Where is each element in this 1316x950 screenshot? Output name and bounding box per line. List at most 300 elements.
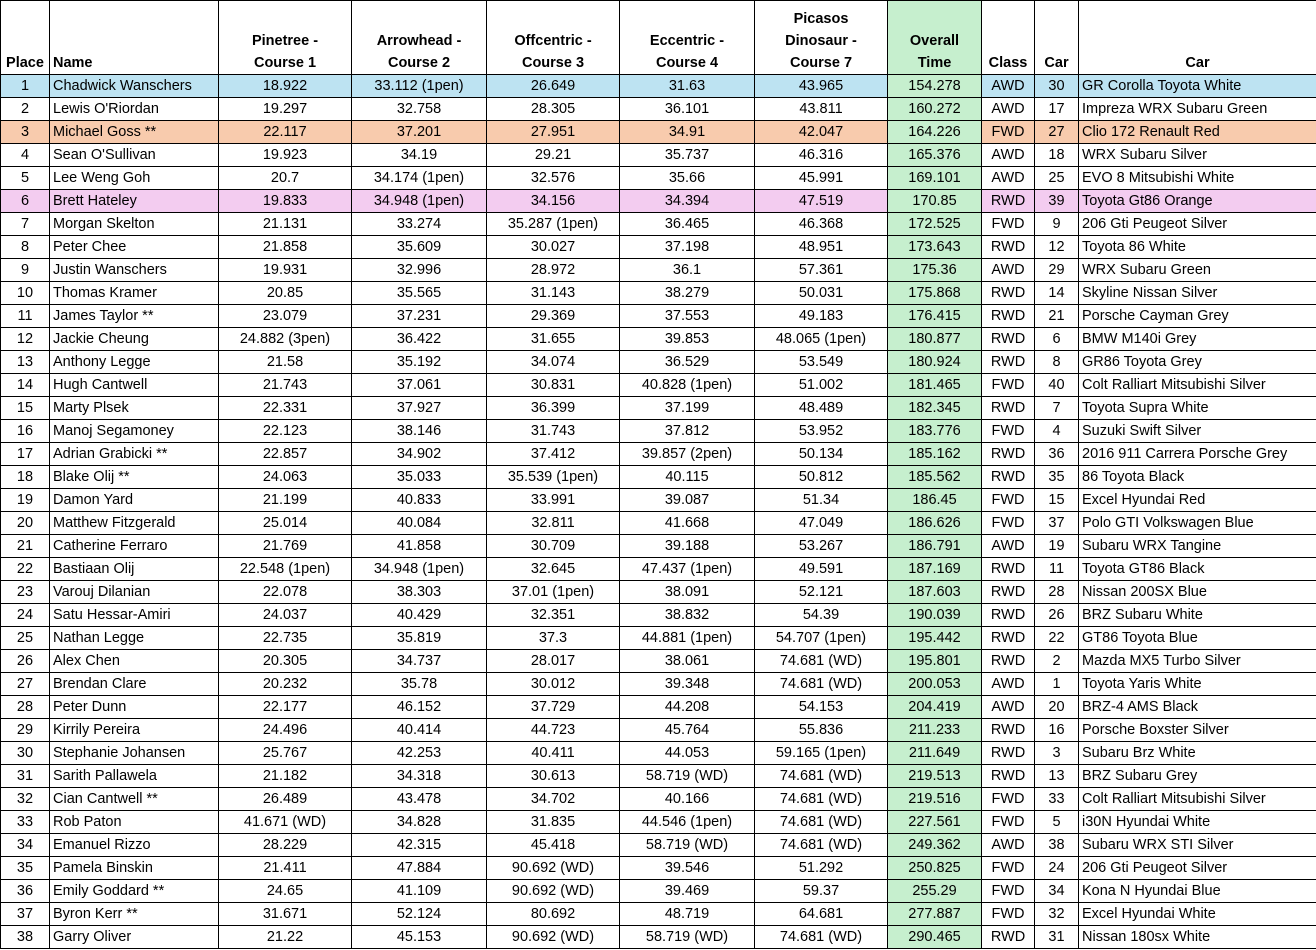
cell-name[interactable]: Blake Olij ** — [50, 466, 219, 489]
cell-overall-time[interactable]: 182.345 — [888, 397, 982, 420]
cell-place[interactable]: 24 — [1, 604, 50, 627]
cell-class[interactable]: RWD — [982, 443, 1035, 466]
cell-course-4[interactable]: 40.828 (1pen) — [620, 374, 755, 397]
cell-course-4[interactable]: 39.087 — [620, 489, 755, 512]
cell-car-number[interactable]: 31 — [1035, 926, 1079, 949]
cell-course-3[interactable]: 35.539 (1pen) — [487, 466, 620, 489]
cell-class[interactable]: RWD — [982, 604, 1035, 627]
cell-car-number[interactable]: 24 — [1035, 857, 1079, 880]
cell-course-1[interactable]: 22.857 — [219, 443, 352, 466]
cell-course-1[interactable]: 21.743 — [219, 374, 352, 397]
cell-overall-time[interactable]: 187.603 — [888, 581, 982, 604]
cell-course-4[interactable]: 39.469 — [620, 880, 755, 903]
cell-course-3[interactable]: 32.645 — [487, 558, 620, 581]
cell-course-2[interactable]: 35.819 — [352, 627, 487, 650]
table-row[interactable] — [1, 903, 1316, 926]
cell-overall-time[interactable]: 250.825 — [888, 857, 982, 880]
cell-course-2[interactable]: 41.109 — [352, 880, 487, 903]
cell-place[interactable]: 18 — [1, 466, 50, 489]
cell-place[interactable]: 2 — [1, 98, 50, 121]
cell-course-4[interactable]: 39.348 — [620, 673, 755, 696]
table-row[interactable] — [1, 121, 1316, 144]
cell-car[interactable]: 2016 911 Carrera Porsche Grey — [1079, 443, 1316, 466]
cell-place[interactable]: 15 — [1, 397, 50, 420]
cell-course-3[interactable]: 90.692 (WD) — [487, 857, 620, 880]
cell-car-number[interactable]: 2 — [1035, 650, 1079, 673]
cell-class[interactable]: RWD — [982, 397, 1035, 420]
cell-car-number[interactable]: 15 — [1035, 489, 1079, 512]
cell-course-1[interactable]: 24.037 — [219, 604, 352, 627]
cell-car-number[interactable]: 14 — [1035, 282, 1079, 305]
cell-course-2[interactable]: 35.78 — [352, 673, 487, 696]
cell-place[interactable]: 23 — [1, 581, 50, 604]
cell-course-1[interactable]: 21.58 — [219, 351, 352, 374]
cell-course-3[interactable]: 40.411 — [487, 742, 620, 765]
table-row[interactable] — [1, 443, 1316, 466]
table-row[interactable] — [1, 926, 1316, 949]
cell-course-3[interactable]: 28.972 — [487, 259, 620, 282]
cell-car-number[interactable]: 33 — [1035, 788, 1079, 811]
cell-course-2[interactable]: 37.231 — [352, 305, 487, 328]
cell-course-7[interactable]: 48.951 — [755, 236, 888, 259]
cell-course-1[interactable]: 21.199 — [219, 489, 352, 512]
cell-course-2[interactable]: 52.124 — [352, 903, 487, 926]
cell-course-7[interactable]: 47.049 — [755, 512, 888, 535]
cell-course-1[interactable]: 41.671 (WD) — [219, 811, 352, 834]
cell-course-7[interactable]: 55.836 — [755, 719, 888, 742]
cell-class[interactable]: AWD — [982, 98, 1035, 121]
cell-course-7[interactable]: 74.681 (WD) — [755, 811, 888, 834]
cell-name[interactable]: Jackie Cheung — [50, 328, 219, 351]
cell-course-7[interactable]: 42.047 — [755, 121, 888, 144]
cell-place[interactable]: 27 — [1, 673, 50, 696]
table-row[interactable] — [1, 98, 1316, 121]
cell-overall-time[interactable]: 195.801 — [888, 650, 982, 673]
cell-course-3[interactable]: 34.074 — [487, 351, 620, 374]
cell-course-1[interactable]: 24.65 — [219, 880, 352, 903]
cell-car-number[interactable]: 38 — [1035, 834, 1079, 857]
cell-overall-time[interactable]: 175.868 — [888, 282, 982, 305]
cell-overall-time[interactable]: 180.877 — [888, 328, 982, 351]
cell-course-2[interactable]: 38.303 — [352, 581, 487, 604]
cell-course-7[interactable]: 46.368 — [755, 213, 888, 236]
cell-course-2[interactable]: 35.192 — [352, 351, 487, 374]
cell-course-1[interactable]: 21.22 — [219, 926, 352, 949]
cell-car-number[interactable]: 5 — [1035, 811, 1079, 834]
cell-place[interactable]: 20 — [1, 512, 50, 535]
header-name[interactable]: Name — [50, 1, 219, 75]
cell-course-4[interactable]: 44.881 (1pen) — [620, 627, 755, 650]
cell-name[interactable]: Sarith Pallawela — [50, 765, 219, 788]
cell-course-4[interactable]: 48.719 — [620, 903, 755, 926]
cell-course-4[interactable]: 38.061 — [620, 650, 755, 673]
cell-overall-time[interactable]: 181.465 — [888, 374, 982, 397]
cell-course-2[interactable]: 37.061 — [352, 374, 487, 397]
cell-overall-time[interactable]: 211.233 — [888, 719, 982, 742]
cell-car[interactable]: Toyota 86 White — [1079, 236, 1316, 259]
cell-course-7[interactable]: 57.361 — [755, 259, 888, 282]
cell-course-4[interactable]: 36.465 — [620, 213, 755, 236]
table-row[interactable] — [1, 696, 1316, 719]
cell-car[interactable]: Suzuki Swift Silver — [1079, 420, 1316, 443]
cell-course-4[interactable]: 38.091 — [620, 581, 755, 604]
cell-course-1[interactable]: 24.063 — [219, 466, 352, 489]
cell-car[interactable]: BRZ Subaru White — [1079, 604, 1316, 627]
cell-overall-time[interactable]: 186.45 — [888, 489, 982, 512]
cell-course-4[interactable]: 47.437 (1pen) — [620, 558, 755, 581]
cell-car[interactable]: BRZ-4 AMS Black — [1079, 696, 1316, 719]
table-row[interactable] — [1, 144, 1316, 167]
cell-course-2[interactable]: 47.884 — [352, 857, 487, 880]
table-row[interactable] — [1, 259, 1316, 282]
cell-car-number[interactable]: 6 — [1035, 328, 1079, 351]
cell-car-number[interactable]: 40 — [1035, 374, 1079, 397]
cell-car[interactable]: Mazda MX5 Turbo Silver — [1079, 650, 1316, 673]
cell-course-4[interactable]: 44.208 — [620, 696, 755, 719]
cell-overall-time[interactable]: 183.776 — [888, 420, 982, 443]
cell-course-3[interactable]: 45.418 — [487, 834, 620, 857]
cell-course-3[interactable]: 37.729 — [487, 696, 620, 719]
cell-name[interactable]: Garry Oliver — [50, 926, 219, 949]
cell-class[interactable]: RWD — [982, 627, 1035, 650]
cell-course-1[interactable]: 22.177 — [219, 696, 352, 719]
cell-course-1[interactable]: 24.496 — [219, 719, 352, 742]
cell-course-1[interactable]: 18.922 — [219, 75, 352, 98]
cell-class[interactable]: FWD — [982, 903, 1035, 926]
cell-course-7[interactable]: 49.183 — [755, 305, 888, 328]
cell-course-1[interactable]: 21.182 — [219, 765, 352, 788]
cell-place[interactable]: 22 — [1, 558, 50, 581]
cell-course-4[interactable]: 39.546 — [620, 857, 755, 880]
cell-overall-time[interactable]: 249.362 — [888, 834, 982, 857]
cell-place[interactable]: 16 — [1, 420, 50, 443]
table-row[interactable] — [1, 236, 1316, 259]
cell-place[interactable]: 10 — [1, 282, 50, 305]
cell-course-7[interactable]: 43.811 — [755, 98, 888, 121]
cell-car[interactable]: Porsche Cayman Grey — [1079, 305, 1316, 328]
cell-name[interactable]: Brendan Clare — [50, 673, 219, 696]
cell-course-7[interactable]: 48.065 (1pen) — [755, 328, 888, 351]
cell-course-2[interactable]: 32.996 — [352, 259, 487, 282]
cell-name[interactable]: Anthony Legge — [50, 351, 219, 374]
cell-course-4[interactable]: 39.853 — [620, 328, 755, 351]
cell-overall-time[interactable]: 219.513 — [888, 765, 982, 788]
cell-course-2[interactable]: 35.033 — [352, 466, 487, 489]
cell-course-4[interactable]: 39.857 (2pen) — [620, 443, 755, 466]
cell-class[interactable]: FWD — [982, 121, 1035, 144]
cell-course-2[interactable]: 32.758 — [352, 98, 487, 121]
cell-place[interactable]: 13 — [1, 351, 50, 374]
cell-place[interactable]: 32 — [1, 788, 50, 811]
cell-course-7[interactable]: 50.031 — [755, 282, 888, 305]
cell-course-7[interactable]: 59.37 — [755, 880, 888, 903]
cell-course-3[interactable]: 34.156 — [487, 190, 620, 213]
cell-course-1[interactable]: 21.411 — [219, 857, 352, 880]
cell-place[interactable]: 31 — [1, 765, 50, 788]
cell-place[interactable]: 21 — [1, 535, 50, 558]
cell-car-number[interactable]: 21 — [1035, 305, 1079, 328]
table-row[interactable] — [1, 351, 1316, 374]
header-course-3[interactable]: Offcentric - Course 3 — [487, 1, 620, 75]
cell-overall-time[interactable]: 190.039 — [888, 604, 982, 627]
cell-course-2[interactable]: 42.315 — [352, 834, 487, 857]
cell-name[interactable]: Emily Goddard ** — [50, 880, 219, 903]
cell-car[interactable]: Toyota Yaris White — [1079, 673, 1316, 696]
cell-place[interactable]: 4 — [1, 144, 50, 167]
table-row[interactable] — [1, 466, 1316, 489]
cell-overall-time[interactable]: 160.272 — [888, 98, 982, 121]
table-row[interactable] — [1, 213, 1316, 236]
cell-course-3[interactable]: 37.3 — [487, 627, 620, 650]
cell-name[interactable]: Michael Goss ** — [50, 121, 219, 144]
cell-name[interactable]: Thomas Kramer — [50, 282, 219, 305]
cell-course-3[interactable]: 32.811 — [487, 512, 620, 535]
cell-car[interactable]: Nissan 180sx White — [1079, 926, 1316, 949]
cell-class[interactable]: RWD — [982, 581, 1035, 604]
cell-course-1[interactable]: 28.229 — [219, 834, 352, 857]
cell-course-4[interactable]: 45.764 — [620, 719, 755, 742]
cell-overall-time[interactable]: 173.643 — [888, 236, 982, 259]
header-car[interactable]: Car — [1079, 1, 1316, 75]
cell-course-3[interactable]: 27.951 — [487, 121, 620, 144]
cell-course-4[interactable]: 40.166 — [620, 788, 755, 811]
cell-car[interactable]: Colt Ralliart Mitsubishi Silver — [1079, 788, 1316, 811]
cell-course-7[interactable]: 49.591 — [755, 558, 888, 581]
cell-course-2[interactable]: 38.146 — [352, 420, 487, 443]
header-place[interactable]: Place — [1, 1, 50, 75]
table-row[interactable] — [1, 673, 1316, 696]
cell-course-1[interactable]: 24.882 (3pen) — [219, 328, 352, 351]
cell-name[interactable]: Hugh Cantwell — [50, 374, 219, 397]
table-row[interactable] — [1, 788, 1316, 811]
cell-course-1[interactable]: 22.078 — [219, 581, 352, 604]
cell-class[interactable]: FWD — [982, 788, 1035, 811]
cell-class[interactable]: AWD — [982, 673, 1035, 696]
cell-class[interactable]: RWD — [982, 765, 1035, 788]
cell-name[interactable]: Catherine Ferraro — [50, 535, 219, 558]
cell-class[interactable]: FWD — [982, 880, 1035, 903]
cell-course-4[interactable]: 31.63 — [620, 75, 755, 98]
cell-car[interactable]: Porsche Boxster Silver — [1079, 719, 1316, 742]
cell-course-3[interactable]: 29.21 — [487, 144, 620, 167]
cell-course-2[interactable]: 34.737 — [352, 650, 487, 673]
cell-place[interactable]: 3 — [1, 121, 50, 144]
cell-place[interactable]: 11 — [1, 305, 50, 328]
cell-course-7[interactable]: 43.965 — [755, 75, 888, 98]
cell-class[interactable]: FWD — [982, 420, 1035, 443]
header-overall-time[interactable]: Overall Time — [888, 1, 982, 75]
header-course-4[interactable]: Eccentric - Course 4 — [620, 1, 755, 75]
cell-car-number[interactable]: 35 — [1035, 466, 1079, 489]
cell-car[interactable]: 206 Gti Peugeot Silver — [1079, 213, 1316, 236]
cell-course-3[interactable]: 30.012 — [487, 673, 620, 696]
cell-car[interactable]: Impreza WRX Subaru Green — [1079, 98, 1316, 121]
cell-place[interactable]: 26 — [1, 650, 50, 673]
cell-name[interactable]: Peter Chee — [50, 236, 219, 259]
cell-course-2[interactable]: 35.565 — [352, 282, 487, 305]
cell-course-7[interactable]: 74.681 (WD) — [755, 788, 888, 811]
cell-course-2[interactable]: 33.112 (1pen) — [352, 75, 487, 98]
header-class[interactable]: Class — [982, 1, 1035, 75]
table-row[interactable] — [1, 420, 1316, 443]
cell-course-4[interactable]: 39.188 — [620, 535, 755, 558]
cell-class[interactable]: RWD — [982, 719, 1035, 742]
cell-place[interactable]: 9 — [1, 259, 50, 282]
cell-course-4[interactable]: 58.719 (WD) — [620, 926, 755, 949]
cell-car[interactable]: Colt Ralliart Mitsubishi Silver — [1079, 374, 1316, 397]
cell-place[interactable]: 1 — [1, 75, 50, 98]
cell-course-2[interactable]: 41.858 — [352, 535, 487, 558]
cell-course-2[interactable]: 40.429 — [352, 604, 487, 627]
cell-place[interactable]: 38 — [1, 926, 50, 949]
cell-car[interactable]: EVO 8 Mitsubishi White — [1079, 167, 1316, 190]
cell-car[interactable]: Subaru Brz White — [1079, 742, 1316, 765]
cell-course-7[interactable]: 59.165 (1pen) — [755, 742, 888, 765]
cell-course-2[interactable]: 35.609 — [352, 236, 487, 259]
cell-course-1[interactable]: 31.671 — [219, 903, 352, 926]
cell-car-number[interactable]: 30 — [1035, 75, 1079, 98]
cell-overall-time[interactable]: 255.29 — [888, 880, 982, 903]
cell-car-number[interactable]: 11 — [1035, 558, 1079, 581]
cell-car-number[interactable]: 28 — [1035, 581, 1079, 604]
cell-course-7[interactable]: 45.991 — [755, 167, 888, 190]
cell-course-4[interactable]: 36.529 — [620, 351, 755, 374]
cell-name[interactable]: Lee Weng Goh — [50, 167, 219, 190]
cell-course-7[interactable]: 74.681 (WD) — [755, 834, 888, 857]
cell-course-4[interactable]: 44.546 (1pen) — [620, 811, 755, 834]
cell-name[interactable]: Matthew Fitzgerald — [50, 512, 219, 535]
table-row[interactable] — [1, 627, 1316, 650]
cell-course-7[interactable]: 54.39 — [755, 604, 888, 627]
cell-name[interactable]: Peter Dunn — [50, 696, 219, 719]
table-row[interactable] — [1, 167, 1316, 190]
cell-class[interactable]: AWD — [982, 75, 1035, 98]
cell-car[interactable]: Subaru WRX Tangine — [1079, 535, 1316, 558]
cell-place[interactable]: 8 — [1, 236, 50, 259]
cell-overall-time[interactable]: 169.101 — [888, 167, 982, 190]
cell-name[interactable]: Satu Hessar-Amiri — [50, 604, 219, 627]
cell-car-number[interactable]: 4 — [1035, 420, 1079, 443]
cell-course-3[interactable]: 80.692 — [487, 903, 620, 926]
cell-class[interactable]: FWD — [982, 374, 1035, 397]
cell-course-2[interactable]: 46.152 — [352, 696, 487, 719]
cell-course-1[interactable]: 22.331 — [219, 397, 352, 420]
cell-course-4[interactable]: 37.198 — [620, 236, 755, 259]
cell-class[interactable]: RWD — [982, 466, 1035, 489]
cell-place[interactable]: 6 — [1, 190, 50, 213]
cell-car[interactable]: Polo GTI Volkswagen Blue — [1079, 512, 1316, 535]
cell-class[interactable]: AWD — [982, 535, 1035, 558]
cell-car-number[interactable]: 9 — [1035, 213, 1079, 236]
cell-place[interactable]: 35 — [1, 857, 50, 880]
cell-place[interactable]: 14 — [1, 374, 50, 397]
table-row[interactable] — [1, 489, 1316, 512]
cell-class[interactable]: RWD — [982, 282, 1035, 305]
cell-course-2[interactable]: 42.253 — [352, 742, 487, 765]
cell-car[interactable]: WRX Subaru Silver — [1079, 144, 1316, 167]
cell-car[interactable]: Excel Hyundai Red — [1079, 489, 1316, 512]
cell-car-number[interactable]: 32 — [1035, 903, 1079, 926]
cell-course-3[interactable]: 31.143 — [487, 282, 620, 305]
cell-course-1[interactable]: 20.7 — [219, 167, 352, 190]
cell-name[interactable]: Morgan Skelton — [50, 213, 219, 236]
table-row[interactable] — [1, 857, 1316, 880]
cell-car[interactable]: Skyline Nissan Silver — [1079, 282, 1316, 305]
cell-class[interactable]: FWD — [982, 811, 1035, 834]
cell-class[interactable]: RWD — [982, 328, 1035, 351]
cell-place[interactable]: 25 — [1, 627, 50, 650]
table-row[interactable] — [1, 190, 1316, 213]
cell-course-1[interactable]: 21.131 — [219, 213, 352, 236]
cell-overall-time[interactable]: 185.562 — [888, 466, 982, 489]
table-row[interactable] — [1, 719, 1316, 742]
cell-car[interactable]: Excel Hyundai White — [1079, 903, 1316, 926]
cell-course-4[interactable]: 38.279 — [620, 282, 755, 305]
cell-course-1[interactable]: 20.85 — [219, 282, 352, 305]
cell-car-number[interactable]: 18 — [1035, 144, 1079, 167]
table-row[interactable] — [1, 650, 1316, 673]
cell-overall-time[interactable]: 186.791 — [888, 535, 982, 558]
cell-course-7[interactable]: 50.812 — [755, 466, 888, 489]
cell-course-3[interactable]: 30.613 — [487, 765, 620, 788]
cell-name[interactable]: Emanuel Rizzo — [50, 834, 219, 857]
table-row[interactable] — [1, 512, 1316, 535]
cell-course-3[interactable]: 28.305 — [487, 98, 620, 121]
cell-name[interactable]: James Taylor ** — [50, 305, 219, 328]
cell-car-number[interactable]: 22 — [1035, 627, 1079, 650]
cell-place[interactable]: 19 — [1, 489, 50, 512]
cell-car-number[interactable]: 20 — [1035, 696, 1079, 719]
cell-course-1[interactable]: 22.123 — [219, 420, 352, 443]
cell-course-1[interactable]: 19.931 — [219, 259, 352, 282]
cell-car-number[interactable]: 1 — [1035, 673, 1079, 696]
cell-overall-time[interactable]: 170.85 — [888, 190, 982, 213]
cell-car-number[interactable]: 34 — [1035, 880, 1079, 903]
cell-course-4[interactable]: 41.668 — [620, 512, 755, 535]
cell-course-1[interactable]: 22.117 — [219, 121, 352, 144]
cell-course-2[interactable]: 37.927 — [352, 397, 487, 420]
cell-name[interactable]: Stephanie Johansen — [50, 742, 219, 765]
cell-name[interactable]: Bastiaan Olij — [50, 558, 219, 581]
cell-course-3[interactable]: 35.287 (1pen) — [487, 213, 620, 236]
cell-overall-time[interactable]: 176.415 — [888, 305, 982, 328]
cell-class[interactable]: RWD — [982, 650, 1035, 673]
cell-car-number[interactable]: 25 — [1035, 167, 1079, 190]
cell-course-7[interactable]: 51.002 — [755, 374, 888, 397]
table-row[interactable] — [1, 604, 1316, 627]
cell-course-4[interactable]: 37.199 — [620, 397, 755, 420]
cell-name[interactable]: Lewis O'Riordan — [50, 98, 219, 121]
cell-class[interactable]: AWD — [982, 834, 1035, 857]
cell-course-4[interactable]: 34.91 — [620, 121, 755, 144]
cell-course-1[interactable]: 20.232 — [219, 673, 352, 696]
table-row[interactable] — [1, 328, 1316, 351]
cell-course-7[interactable]: 54.153 — [755, 696, 888, 719]
cell-overall-time[interactable]: 195.442 — [888, 627, 982, 650]
table-row[interactable] — [1, 581, 1316, 604]
cell-overall-time[interactable]: 180.924 — [888, 351, 982, 374]
cell-course-2[interactable]: 34.902 — [352, 443, 487, 466]
cell-course-3[interactable]: 32.351 — [487, 604, 620, 627]
cell-class[interactable]: RWD — [982, 558, 1035, 581]
cell-car-number[interactable]: 36 — [1035, 443, 1079, 466]
cell-course-3[interactable]: 30.831 — [487, 374, 620, 397]
cell-name[interactable]: Manoj Segamoney — [50, 420, 219, 443]
cell-class[interactable]: AWD — [982, 167, 1035, 190]
cell-overall-time[interactable]: 175.36 — [888, 259, 982, 282]
cell-class[interactable]: RWD — [982, 926, 1035, 949]
cell-overall-time[interactable]: 219.516 — [888, 788, 982, 811]
